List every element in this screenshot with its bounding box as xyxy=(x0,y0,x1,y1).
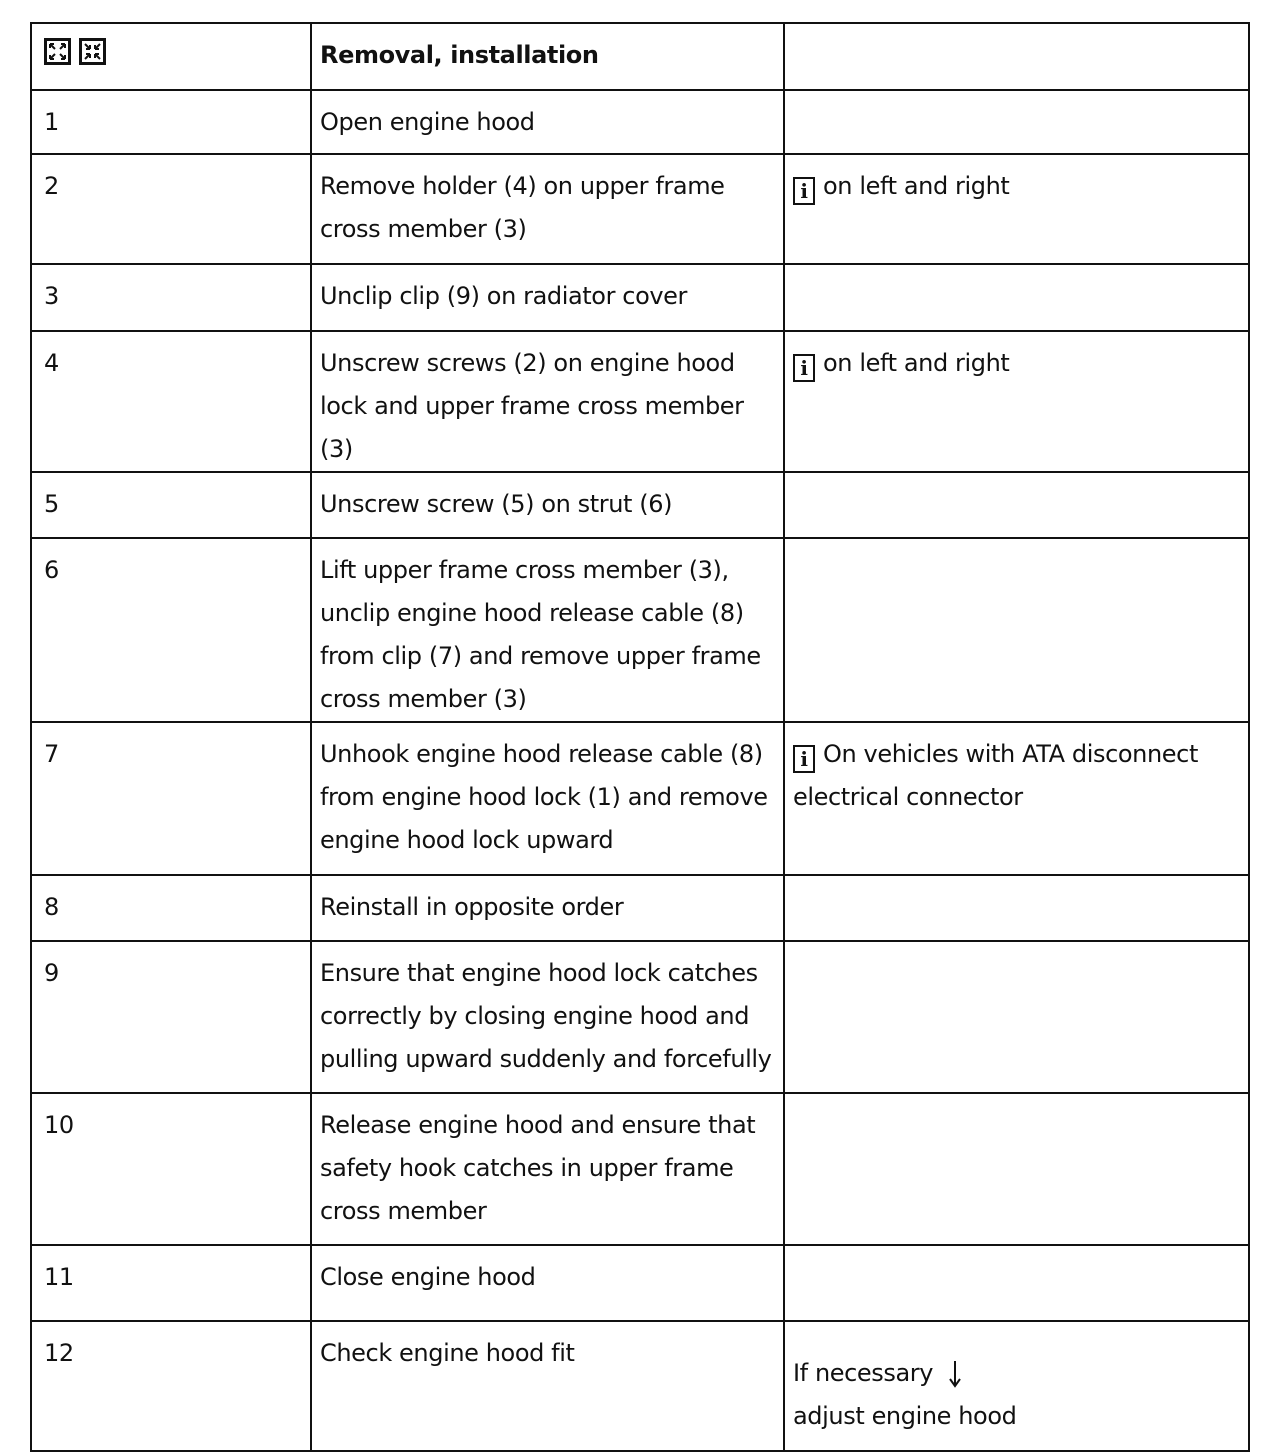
note-text: On vehicles with ATA disconnect electrical connector xyxy=(793,740,1198,811)
procedure-table xyxy=(30,22,1250,1452)
note-text: adjust engine hood xyxy=(793,1402,1017,1430)
table-row xyxy=(31,264,1249,331)
step-note xyxy=(784,90,1249,154)
table-header-row xyxy=(31,23,1249,90)
table-row xyxy=(31,1245,1249,1321)
step-action: Ensure that engine hood lock catches correctly by closing engine hood and pulling upward suddenly and forcefully xyxy=(311,941,784,1093)
info-icon[interactable]: i xyxy=(793,745,815,773)
zoom-icon[interactable] xyxy=(44,38,71,65)
table-row xyxy=(31,875,1249,941)
step-note xyxy=(784,264,1249,331)
step-number: 5 xyxy=(31,472,311,538)
step-note xyxy=(784,154,1249,264)
step-action: Unhook engine hood release cable (8) from engine hood lock (1) and remove engine hood lock upward xyxy=(311,722,784,875)
step-number: 7 xyxy=(31,722,311,875)
step-note xyxy=(784,331,1249,472)
table-row xyxy=(31,1321,1249,1451)
fit-icon[interactable] xyxy=(79,38,106,65)
info-icon[interactable]: i xyxy=(793,354,815,382)
step-action: Open engine hood xyxy=(311,90,784,154)
step-note xyxy=(784,875,1249,941)
table-row xyxy=(31,154,1249,264)
header-icons-cell xyxy=(31,23,311,90)
table-row xyxy=(31,722,1249,875)
step-action: Unscrew screws (2) on engine hood lock and upper frame cross member (3) xyxy=(311,331,784,472)
note-line xyxy=(793,1352,1240,1395)
step-note xyxy=(784,538,1249,722)
step-action: Unclip clip (9) on radiator cover xyxy=(311,264,784,331)
step-number: 1 xyxy=(31,90,311,154)
note-spacer xyxy=(793,1332,1240,1352)
step-action: Close engine hood xyxy=(311,1245,784,1321)
step-note xyxy=(784,1093,1249,1245)
step-note xyxy=(784,941,1249,1093)
step-action: Unscrew screw (5) on strut (6) xyxy=(311,472,784,538)
step-number: 2 xyxy=(31,154,311,264)
table-row xyxy=(31,941,1249,1093)
table-row xyxy=(31,472,1249,538)
step-action: Check engine hood fit xyxy=(311,1321,784,1451)
step-action: Remove holder (4) on upper frame cross member (3) xyxy=(311,154,784,264)
step-number: 9 xyxy=(31,941,311,1093)
table-row xyxy=(31,538,1249,722)
note-text: If necessary xyxy=(793,1359,934,1387)
info-icon[interactable]: i xyxy=(793,177,815,205)
table-row xyxy=(31,331,1249,472)
mode-icons xyxy=(44,38,106,65)
step-note xyxy=(784,1245,1249,1321)
step-action: Release engine hood and ensure that safety hook catches in upper frame cross member xyxy=(311,1093,784,1245)
step-number: 3 xyxy=(31,264,311,331)
step-action: Lift upper frame cross member (3), unclip engine hood release cable (8) from clip (7) and remove upper frame cross member (3) xyxy=(311,538,784,722)
header-note-cell xyxy=(784,23,1249,90)
step-note xyxy=(784,472,1249,538)
table-row xyxy=(31,90,1249,154)
step-number: 10 xyxy=(31,1093,311,1245)
note-text: on left and right xyxy=(823,349,1010,377)
step-number: 6 xyxy=(31,538,311,722)
header-title: Removal, installation xyxy=(311,23,784,90)
step-action: Reinstall in opposite order xyxy=(311,875,784,941)
arrow-down-icon xyxy=(946,1359,964,1389)
step-number: 12 xyxy=(31,1321,311,1451)
note-text: on left and right xyxy=(823,172,1010,200)
step-number: 11 xyxy=(31,1245,311,1321)
step-number: 8 xyxy=(31,875,311,941)
table-row xyxy=(31,1093,1249,1245)
step-number: 4 xyxy=(31,331,311,472)
step-note xyxy=(784,722,1249,875)
step-note xyxy=(784,1321,1249,1451)
